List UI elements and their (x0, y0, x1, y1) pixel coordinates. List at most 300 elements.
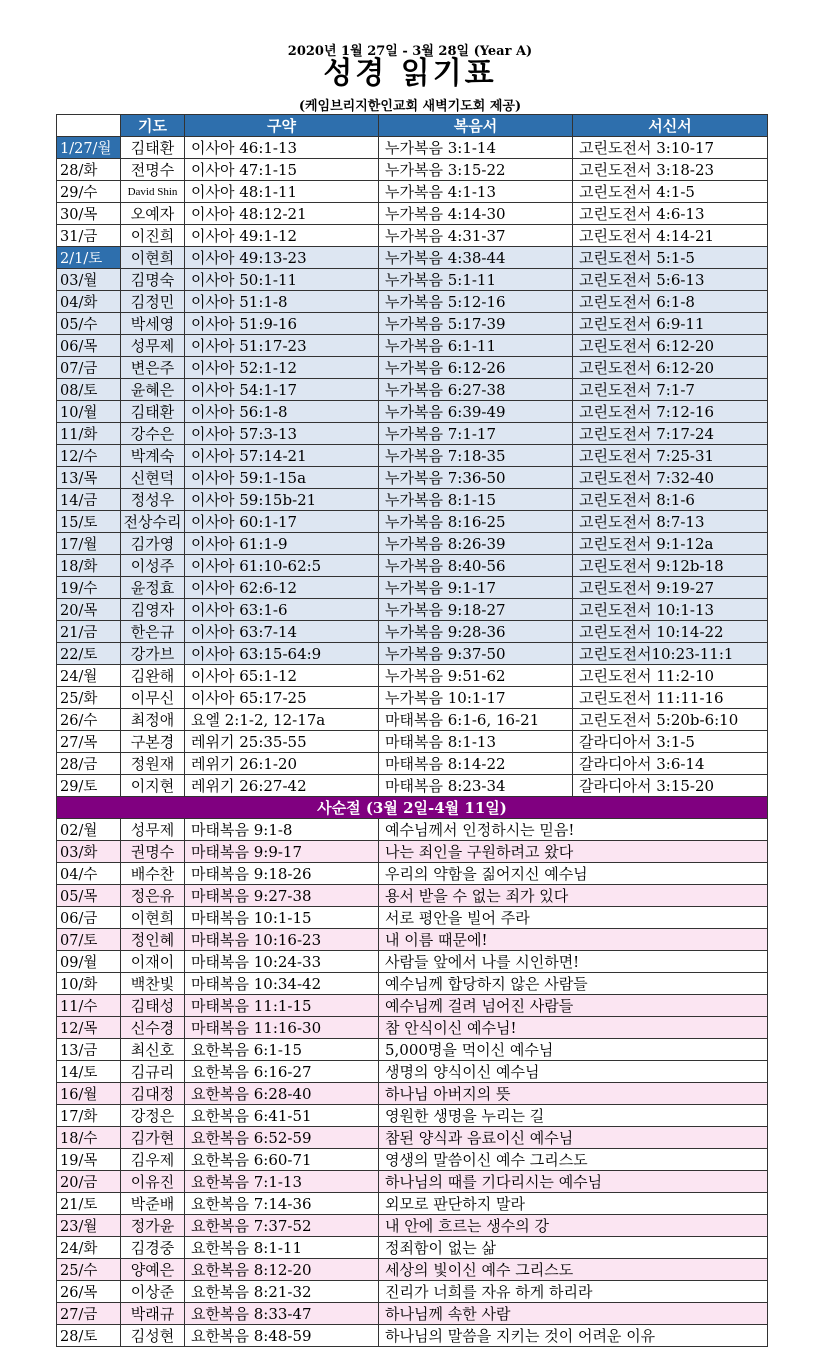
table-row (57, 1149, 768, 1171)
table-row (57, 907, 768, 929)
theme-cell: 용서 받을 수 없는 죄가 있다 (379, 885, 768, 907)
gospel-cell: 누가복음 4:31-37 (379, 225, 573, 247)
theme-cell: 내 이름 때문에! (379, 929, 768, 951)
old-testament-cell: 레위기 26:27-42 (185, 775, 379, 797)
table-row (57, 995, 768, 1017)
prayer-name-cell: 김태환 (121, 137, 185, 159)
prayer-name-cell: David Shin (121, 181, 185, 203)
theme-cell: 예수님께서 인정하시는 믿음! (379, 819, 768, 841)
reading-cell: 요한복음 8:48-59 (185, 1325, 379, 1347)
reading-cell: 마태복음 9:1-8 (185, 819, 379, 841)
date-cell: 10/월 (57, 401, 121, 423)
prayer-name-cell: 이현희 (121, 247, 185, 269)
table-row (57, 379, 768, 401)
reading-cell: 마태복음 11:1-15 (185, 995, 379, 1017)
prayer-name-cell: 전상수리 (121, 511, 185, 533)
theme-cell: 영생의 말씀이신 예수 그리스도 (379, 1149, 768, 1171)
date-cell: 18/수 (57, 1127, 121, 1149)
epistle-cell: 고린도전서 6:12-20 (573, 335, 768, 357)
epistle-cell: 고린도전서 9:12b-18 (573, 555, 768, 577)
table-row (57, 467, 768, 489)
old-testament-cell: 이사아 59:1-15a (185, 467, 379, 489)
table-row (57, 951, 768, 973)
gospel-cell: 누가복음 9:28-36 (379, 621, 573, 643)
date-cell: 16/월 (57, 1083, 121, 1105)
table-row (57, 555, 768, 577)
theme-cell: 영원한 생명을 누리는 길 (379, 1105, 768, 1127)
gospel-cell: 누가복음 5:1-11 (379, 269, 573, 291)
gospel-cell: 누가복음 8:1-15 (379, 489, 573, 511)
prayer-name-cell: 한은규 (121, 621, 185, 643)
epistle-cell: 고린도전서 7:25-31 (573, 445, 768, 467)
date-cell: 29/수 (57, 181, 121, 203)
table-row (57, 1215, 768, 1237)
date-cell: 13/금 (57, 1039, 121, 1061)
prayer-name-cell: 이상준 (121, 1281, 185, 1303)
old-testament-cell: 요엘 2:1-2, 12-17a (185, 709, 379, 731)
prayer-name-cell: 이진희 (121, 225, 185, 247)
old-testament-cell: 이사아 65:17-25 (185, 687, 379, 709)
date-cell: 02/월 (57, 819, 121, 841)
epistle-cell: 고린도전서 7:32-40 (573, 467, 768, 489)
prayer-name-cell: 김성현 (121, 1325, 185, 1347)
gospel-cell: 누가복음 7:18-35 (379, 445, 573, 467)
prayer-name-cell: 정원재 (121, 753, 185, 775)
gospel-cell: 누가복음 4:1-13 (379, 181, 573, 203)
old-testament-cell: 이사아 57:14-21 (185, 445, 379, 467)
prayer-name-cell: 최정애 (121, 709, 185, 731)
epistle-cell: 고린도전서10:23-11:1 (573, 643, 768, 665)
table-row (57, 203, 768, 225)
table-row (57, 423, 768, 445)
reading-cell: 요한복음 6:52-59 (185, 1127, 379, 1149)
table-row (57, 973, 768, 995)
old-testament-cell: 이사아 65:1-12 (185, 665, 379, 687)
table-row (57, 775, 768, 797)
epistle-cell: 고린도전서 10:14-22 (573, 621, 768, 643)
prayer-name-cell: 성무제 (121, 819, 185, 841)
table-row (57, 401, 768, 423)
prayer-name-cell: 정가윤 (121, 1215, 185, 1237)
prayer-name-cell: 김정민 (121, 291, 185, 313)
gospel-cell: 누가복음 7:1-17 (379, 423, 573, 445)
table-row (57, 577, 768, 599)
header-prayer: 기도 (121, 115, 185, 137)
reading-cell: 마태복음 9:9-17 (185, 841, 379, 863)
prayer-name-cell: 김대정 (121, 1083, 185, 1105)
theme-cell: 내 안에 흐르는 생수의 강 (379, 1215, 768, 1237)
table-row (57, 1039, 768, 1061)
gospel-cell: 누가복음 10:1-17 (379, 687, 573, 709)
reading-cell: 요한복음 8:12-20 (185, 1259, 379, 1281)
date-cell: 22/토 (57, 643, 121, 665)
epistle-cell: 갈라디아서 3:6-14 (573, 753, 768, 775)
date-cell: 30/목 (57, 203, 121, 225)
table-row (57, 181, 768, 203)
gospel-cell: 누가복음 9:51-62 (379, 665, 573, 687)
prayer-name-cell: 김우제 (121, 1149, 185, 1171)
prayer-name-cell: 이지현 (121, 775, 185, 797)
epistle-cell: 고린도전서 9:19-27 (573, 577, 768, 599)
date-cell: 17/화 (57, 1105, 121, 1127)
theme-cell: 5,000명을 먹이신 예수님 (379, 1039, 768, 1061)
theme-cell: 생명의 양식이신 예수님 (379, 1061, 768, 1083)
date-cell: 06/금 (57, 907, 121, 929)
theme-cell: 나는 죄인을 구원하려고 왔다 (379, 841, 768, 863)
table-row (57, 1259, 768, 1281)
date-cell: 14/금 (57, 489, 121, 511)
prayer-name-cell: 배수찬 (121, 863, 185, 885)
date-cell: 14/토 (57, 1061, 121, 1083)
prayer-name-cell: 김완해 (121, 665, 185, 687)
date-cell: 21/금 (57, 621, 121, 643)
epistle-cell: 고린도전서 8:7-13 (573, 511, 768, 533)
gospel-cell: 누가복음 8:16-25 (379, 511, 573, 533)
prayer-name-cell: 박계숙 (121, 445, 185, 467)
prayer-name-cell: 강가브 (121, 643, 185, 665)
header-old-testament: 구약 (185, 115, 379, 137)
date-range-subtitle: 2020년 1월 27일 - 3월 28일 (Year A) (287, 44, 533, 59)
table-row (57, 511, 768, 533)
prayer-name-cell: 정은유 (121, 885, 185, 907)
date-cell: 07/토 (57, 929, 121, 951)
prayer-name-cell: 김명숙 (121, 269, 185, 291)
old-testament-cell: 이사아 59:15b-21 (185, 489, 379, 511)
date-cell: 1/27/월 (57, 137, 121, 159)
lent-banner-row (57, 797, 768, 819)
date-cell: 23/월 (57, 1215, 121, 1237)
date-cell: 26/목 (57, 1281, 121, 1303)
prayer-name-cell: 이재이 (121, 951, 185, 973)
theme-cell: 서로 평안을 빌어 주라 (379, 907, 768, 929)
prayer-name-cell: 이성주 (121, 555, 185, 577)
gospel-cell: 누가복음 5:17-39 (379, 313, 573, 335)
table-row (57, 1281, 768, 1303)
epistle-cell: 고린도전서 5:20b-6:10 (573, 709, 768, 731)
date-cell: 28/화 (57, 159, 121, 181)
header-gospel: 복음서 (379, 115, 573, 137)
prayer-name-cell: 박세영 (121, 313, 185, 335)
epistle-cell: 고린도전서 11:11-16 (573, 687, 768, 709)
gospel-cell: 누가복음 6:1-11 (379, 335, 573, 357)
epistle-cell: 갈라디아서 3:15-20 (573, 775, 768, 797)
prayer-name-cell: 박준배 (121, 1193, 185, 1215)
gospel-cell: 누가복음 3:15-22 (379, 159, 573, 181)
prayer-name-cell: 최신호 (121, 1039, 185, 1061)
prayer-name-cell: 이유진 (121, 1171, 185, 1193)
gospel-cell: 누가복음 9:18-27 (379, 599, 573, 621)
old-testament-cell: 이사아 63:7-14 (185, 621, 379, 643)
reading-cell: 마태복음 9:18-26 (185, 863, 379, 885)
table-row (57, 335, 768, 357)
date-cell: 03/화 (57, 841, 121, 863)
date-cell: 03/월 (57, 269, 121, 291)
theme-cell: 하나님의 때를 기다리시는 예수님 (379, 1171, 768, 1193)
header-date-cell (57, 115, 121, 137)
date-cell: 25/화 (57, 687, 121, 709)
date-cell: 26/수 (57, 709, 121, 731)
gospel-cell: 마태복음 8:23-34 (379, 775, 573, 797)
table-row (57, 1303, 768, 1325)
table-row (57, 489, 768, 511)
old-testament-cell: 이사아 48:1-11 (185, 181, 379, 203)
epistle-cell: 고린도전서 10:1-13 (573, 599, 768, 621)
reading-cell: 요한복음 6:1-15 (185, 1039, 379, 1061)
prayer-name-cell: 김영자 (121, 599, 185, 621)
prayer-name-cell: 양예은 (121, 1259, 185, 1281)
date-cell: 04/화 (57, 291, 121, 313)
prayer-name-cell: 이무신 (121, 687, 185, 709)
table-row (57, 445, 768, 467)
epistle-cell: 고린도전서 6:9-11 (573, 313, 768, 335)
gospel-cell: 누가복음 8:26-39 (379, 533, 573, 555)
reading-cell: 마태복음 11:16-30 (185, 1017, 379, 1039)
reading-cell: 요한복음 6:60-71 (185, 1149, 379, 1171)
epistle-cell: 고린도전서 5:6-13 (573, 269, 768, 291)
table-row (57, 1127, 768, 1149)
date-cell: 21/토 (57, 1193, 121, 1215)
date-cell: 19/목 (57, 1149, 121, 1171)
reading-cell: 요한복음 7:1-13 (185, 1171, 379, 1193)
theme-cell: 사람들 앞에서 나를 시인하면! (379, 951, 768, 973)
prayer-name-cell: 백찬빛 (121, 973, 185, 995)
epistle-cell: 고린도전서 5:1-5 (573, 247, 768, 269)
date-cell: 17/월 (57, 533, 121, 555)
epistle-cell: 고린도전서 4:6-13 (573, 203, 768, 225)
reading-cell: 마태복음 10:16-23 (185, 929, 379, 951)
old-testament-cell: 이사아 48:12-21 (185, 203, 379, 225)
date-cell: 28/토 (57, 1325, 121, 1347)
gospel-cell: 누가복음 3:1-14 (379, 137, 573, 159)
prayer-name-cell: 윤정효 (121, 577, 185, 599)
table-row (57, 731, 768, 753)
date-cell: 2/1/토 (57, 247, 121, 269)
date-cell: 27/금 (57, 1303, 121, 1325)
date-cell: 10/화 (57, 973, 121, 995)
epistle-cell: 고린도전서 6:1-8 (573, 291, 768, 313)
table-row (57, 225, 768, 247)
date-cell: 06/목 (57, 335, 121, 357)
date-cell: 15/토 (57, 511, 121, 533)
theme-cell: 정죄함이 없는 삶 (379, 1237, 768, 1259)
reading-cell: 마태복음 9:27-38 (185, 885, 379, 907)
old-testament-cell: 이사아 51:9-16 (185, 313, 379, 335)
old-testament-cell: 이사아 46:1-13 (185, 137, 379, 159)
page-title: 성경 읽기표 (323, 56, 497, 91)
table-row (57, 137, 768, 159)
prayer-name-cell: 강수은 (121, 423, 185, 445)
gospel-cell: 누가복음 4:14-30 (379, 203, 573, 225)
prayer-name-cell: 정인혜 (121, 929, 185, 951)
old-testament-cell: 이사아 51:1-8 (185, 291, 379, 313)
theme-cell: 예수님께 합당하지 않은 사람들 (379, 973, 768, 995)
epistle-cell: 고린도전서 3:10-17 (573, 137, 768, 159)
table-row (57, 863, 768, 885)
reading-cell: 요한복음 8:21-32 (185, 1281, 379, 1303)
date-cell: 07/금 (57, 357, 121, 379)
old-testament-cell: 이사아 60:1-17 (185, 511, 379, 533)
gospel-cell: 누가복음 5:12-16 (379, 291, 573, 313)
prayer-name-cell: 전명수 (121, 159, 185, 181)
theme-cell: 외모로 판단하지 말라 (379, 1193, 768, 1215)
old-testament-cell: 이사아 47:1-15 (185, 159, 379, 181)
old-testament-cell: 이사아 52:1-12 (185, 357, 379, 379)
old-testament-cell: 레위기 25:35-55 (185, 731, 379, 753)
old-testament-cell: 이사아 54:1-17 (185, 379, 379, 401)
gospel-cell: 누가복음 9:1-17 (379, 577, 573, 599)
prayer-name-cell: 윤혜은 (121, 379, 185, 401)
old-testament-cell: 이사아 61:1-9 (185, 533, 379, 555)
table-row (57, 313, 768, 335)
gospel-cell: 누가복음 4:38-44 (379, 247, 573, 269)
date-cell: 09/월 (57, 951, 121, 973)
reading-cell: 마태복음 10:1-15 (185, 907, 379, 929)
table-row (57, 1171, 768, 1193)
prayer-name-cell: 이현희 (121, 907, 185, 929)
table-row (57, 885, 768, 907)
theme-cell: 하나님의 말씀을 지키는 것이 어려운 이유 (379, 1325, 768, 1347)
epistle-cell: 고린도전서 4:1-5 (573, 181, 768, 203)
table-row (57, 1083, 768, 1105)
date-cell: 11/수 (57, 995, 121, 1017)
date-cell: 20/목 (57, 599, 121, 621)
reading-cell: 요한복음 8:33-47 (185, 1303, 379, 1325)
prayer-name-cell: 구본경 (121, 731, 185, 753)
prayer-name-cell: 신수경 (121, 1017, 185, 1039)
prayer-name-cell: 김규리 (121, 1061, 185, 1083)
prayer-name-cell: 김가영 (121, 533, 185, 555)
table-row (57, 643, 768, 665)
date-cell: 31/금 (57, 225, 121, 247)
table-row (57, 1237, 768, 1259)
prayer-name-cell: 권명수 (121, 841, 185, 863)
epistle-cell: 고린도전서 7:12-16 (573, 401, 768, 423)
table-row (57, 753, 768, 775)
old-testament-cell: 이사아 49:13-23 (185, 247, 379, 269)
epistle-cell: 갈라디아서 3:1-5 (573, 731, 768, 753)
reading-cell: 요한복음 8:1-11 (185, 1237, 379, 1259)
date-cell: 28/금 (57, 753, 121, 775)
old-testament-cell: 이사아 63:15-64:9 (185, 643, 379, 665)
table-row (57, 709, 768, 731)
reading-cell: 요한복음 6:28-40 (185, 1083, 379, 1105)
gospel-cell: 마태복음 8:14-22 (379, 753, 573, 775)
old-testament-cell: 이사아 62:6-12 (185, 577, 379, 599)
reading-cell: 요한복음 7:14-36 (185, 1193, 379, 1215)
table-row (57, 841, 768, 863)
gospel-cell: 누가복음 7:36-50 (379, 467, 573, 489)
epistle-cell: 고린도전서 11:2-10 (573, 665, 768, 687)
epistle-cell: 고린도전서 4:14-21 (573, 225, 768, 247)
date-cell: 24/월 (57, 665, 121, 687)
theme-cell: 참된 양식과 음료이신 예수님 (379, 1127, 768, 1149)
table-row (57, 291, 768, 313)
old-testament-cell: 레위기 26:1-20 (185, 753, 379, 775)
table-row (57, 1017, 768, 1039)
prayer-name-cell: 강정은 (121, 1105, 185, 1127)
table-row (57, 665, 768, 687)
prayer-name-cell: 성무제 (121, 335, 185, 357)
prayer-name-cell: 오예자 (121, 203, 185, 225)
theme-cell: 세상의 빛이신 예수 그리스도 (379, 1259, 768, 1281)
date-cell: 11/화 (57, 423, 121, 445)
old-testament-cell: 이사아 63:1-6 (185, 599, 379, 621)
gospel-cell: 마태복음 8:1-13 (379, 731, 573, 753)
epistle-cell: 고린도전서 3:18-23 (573, 159, 768, 181)
provider-subtitle: (케임브리지한인교회 새벽기도회 제공) (298, 99, 522, 114)
table-row (57, 687, 768, 709)
theme-cell: 진리가 너희를 자유 하게 하리라 (379, 1281, 768, 1303)
epistle-cell: 고린도전서 7:1-7 (573, 379, 768, 401)
date-cell: 12/수 (57, 445, 121, 467)
table-row (57, 533, 768, 555)
date-cell: 19/수 (57, 577, 121, 599)
table-row (57, 1105, 768, 1127)
header-epistle: 서신서 (573, 115, 768, 137)
table-row (57, 1061, 768, 1083)
reading-cell: 요한복음 6:41-51 (185, 1105, 379, 1127)
date-cell: 08/토 (57, 379, 121, 401)
lent-banner: 사순절 (3월 2일-4월 11일) (57, 797, 768, 819)
gospel-cell: 누가복음 9:37-50 (379, 643, 573, 665)
date-cell: 29/토 (57, 775, 121, 797)
table-row (57, 357, 768, 379)
gospel-cell: 누가복음 6:39-49 (379, 401, 573, 423)
old-testament-cell: 이사아 56:1-8 (185, 401, 379, 423)
table-row (57, 269, 768, 291)
date-cell: 05/목 (57, 885, 121, 907)
prayer-name-cell: 김가현 (121, 1127, 185, 1149)
table-row (57, 159, 768, 181)
date-cell: 27/목 (57, 731, 121, 753)
date-cell: 04/수 (57, 863, 121, 885)
prayer-name-cell: 신현덕 (121, 467, 185, 489)
table-row (57, 1325, 768, 1347)
epistle-cell: 고린도전서 6:12-20 (573, 357, 768, 379)
theme-cell: 참 안식이신 예수님! (379, 1017, 768, 1039)
table-row (57, 247, 768, 269)
date-cell: 13/목 (57, 467, 121, 489)
prayer-name-cell: 정성우 (121, 489, 185, 511)
reading-cell: 요한복음 7:37-52 (185, 1215, 379, 1237)
theme-cell: 하나님 아버지의 뜻 (379, 1083, 768, 1105)
table-row (57, 929, 768, 951)
date-cell: 18/화 (57, 555, 121, 577)
prayer-name-cell: 변은주 (121, 357, 185, 379)
gospel-cell: 마태복음 6:1-6, 16-21 (379, 709, 573, 731)
theme-cell: 우리의 약함을 짊어지신 예수님 (379, 863, 768, 885)
reading-schedule-table (56, 114, 768, 1347)
reading-cell: 마태복음 10:24-33 (185, 951, 379, 973)
theme-cell: 예수님께 걸려 넘어진 사람들 (379, 995, 768, 1017)
prayer-name-cell: 김태환 (121, 401, 185, 423)
table-row (57, 621, 768, 643)
date-cell: 25/수 (57, 1259, 121, 1281)
table-header-row (57, 115, 768, 137)
prayer-name-cell: 김태성 (121, 995, 185, 1017)
epistle-cell: 고린도전서 9:1-12a (573, 533, 768, 555)
epistle-cell: 고린도전서 8:1-6 (573, 489, 768, 511)
theme-cell: 하나님께 속한 사람 (379, 1303, 768, 1325)
old-testament-cell: 이사아 49:1-12 (185, 225, 379, 247)
old-testament-cell: 이사아 57:3-13 (185, 423, 379, 445)
gospel-cell: 누가복음 6:27-38 (379, 379, 573, 401)
table-row (57, 1193, 768, 1215)
table-row (57, 599, 768, 621)
gospel-cell: 누가복음 6:12-26 (379, 357, 573, 379)
prayer-name-cell: 박래규 (121, 1303, 185, 1325)
date-cell: 05/수 (57, 313, 121, 335)
